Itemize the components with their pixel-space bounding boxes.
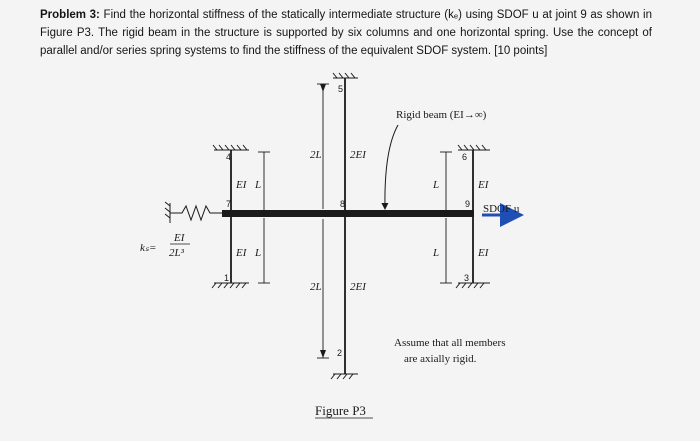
support-6	[458, 145, 490, 150]
support-1	[212, 283, 249, 288]
support-2	[331, 374, 358, 379]
rigid-beam	[222, 210, 474, 217]
rigid-beam-label: Rigid beam (EI→∞)	[396, 109, 487, 121]
sdof-label: SDOF u	[483, 203, 520, 215]
figure-caption: Figure P3	[315, 403, 366, 418]
lower-left-length: L	[255, 247, 262, 259]
rigid-beam-pointer	[385, 125, 398, 208]
node-5: 5	[338, 84, 344, 94]
horizontal-spring	[165, 202, 226, 223]
node-2: 2	[337, 348, 343, 358]
note-line-1: Assume that all members	[394, 337, 506, 349]
lower-right-length: L	[433, 247, 440, 259]
node-8: 8	[340, 199, 346, 209]
upper-mid-length: 2L	[310, 149, 322, 161]
spring-num-label: EI	[174, 232, 185, 244]
node-1: 1	[224, 273, 230, 283]
upper-left-length: L	[255, 179, 262, 191]
upper-right-length: L	[433, 179, 440, 191]
lower-mid-stiffness: 2EI	[350, 281, 366, 293]
spring-den-label: 2L³	[169, 247, 184, 259]
spring-k-label: kₛ=	[140, 242, 157, 254]
lower-right-stiffness: EI	[478, 247, 489, 259]
upper-left-stiffness: EI	[236, 179, 247, 191]
dimension-lines	[258, 84, 452, 358]
lower-left-stiffness: EI	[236, 247, 247, 259]
lower-mid-length: 2L	[310, 281, 322, 293]
support-3	[456, 283, 490, 288]
node-9: 9	[465, 199, 471, 209]
upper-right-stiffness: EI	[478, 179, 489, 191]
problem-heading: Problem 3:	[40, 9, 100, 21]
node-6: 6	[462, 152, 468, 162]
node-7: 7	[226, 199, 232, 209]
upper-mid-stiffness: 2EI	[350, 149, 366, 161]
node-4: 4	[226, 152, 232, 162]
support-4	[213, 145, 249, 150]
problem-text: Find the horizontal stiffness of the statically intermediate structure (kₑ) using SDOF u at joint 9 as shown in Figure P3. The rigid beam in the structure is supported by six columns and one horizontal spring. Use the concept of parallel and/or series spring systems to find the stiffness of the equivalent SDOF system. [10 points]	[40, 9, 652, 57]
node-3: 3	[464, 273, 470, 283]
note-line-2: are axially rigid.	[404, 353, 477, 365]
support-5	[333, 73, 358, 78]
